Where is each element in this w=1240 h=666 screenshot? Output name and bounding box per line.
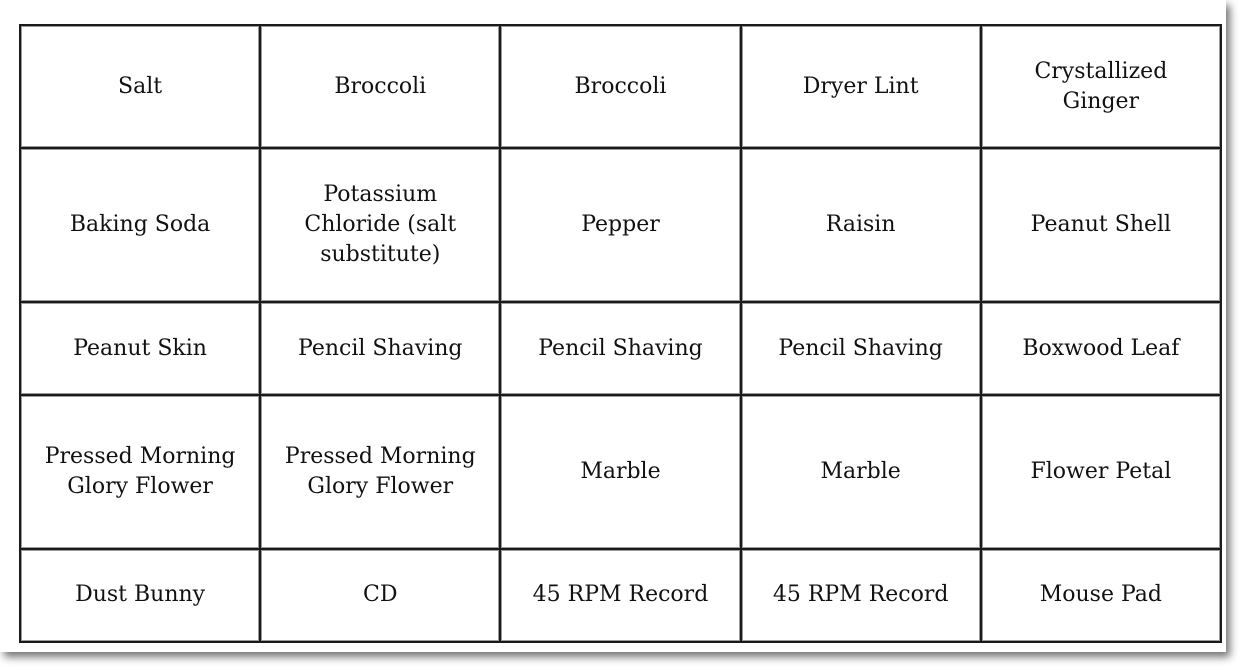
- grid-cell: Mouse Pad: [982, 550, 1222, 643]
- grid-cell: Pencil Shaving: [501, 303, 741, 396]
- grid-cell: 45 RPM Record: [742, 550, 982, 643]
- grid-cell: Pencil Shaving: [742, 303, 982, 396]
- grid-cell: Peanut Skin: [21, 303, 261, 396]
- items-grid: [19, 24, 1222, 643]
- grid-cell: Broccoli: [261, 26, 501, 149]
- grid-cell: Pepper: [501, 149, 741, 302]
- grid-cell: 45 RPM Record: [501, 550, 741, 643]
- grid-cell: Pressed Morning Glory Flower: [261, 396, 501, 549]
- grid-cell: Potassium Chloride (salt substitute): [261, 149, 501, 302]
- grid-cell: Crystallized Ginger: [982, 26, 1222, 149]
- grid-cell: Marble: [501, 396, 741, 549]
- grid-cell: Salt: [21, 26, 261, 149]
- grid-cell: Flower Petal: [982, 396, 1222, 549]
- grid-cell: Broccoli: [501, 26, 741, 149]
- grid-cell: Pressed Morning Glory Flower: [21, 396, 261, 549]
- grid-cell: Pencil Shaving: [261, 303, 501, 396]
- grid-row: [21, 303, 1222, 396]
- grid-cell: Boxwood Leaf: [982, 303, 1222, 396]
- grid-cell: Baking Soda: [21, 149, 261, 302]
- grid-row: [21, 26, 1222, 149]
- grid-cell: Raisin: [742, 149, 982, 302]
- grid-cell: CD: [261, 550, 501, 643]
- grid-cell: Dust Bunny: [21, 550, 261, 643]
- grid-row: [21, 149, 1222, 302]
- grid-cell: Marble: [742, 396, 982, 549]
- grid-row: [21, 550, 1222, 643]
- grid-row: [21, 396, 1222, 549]
- grid-cell: Dryer Lint: [742, 26, 982, 149]
- grid-cell: Peanut Shell: [982, 149, 1222, 302]
